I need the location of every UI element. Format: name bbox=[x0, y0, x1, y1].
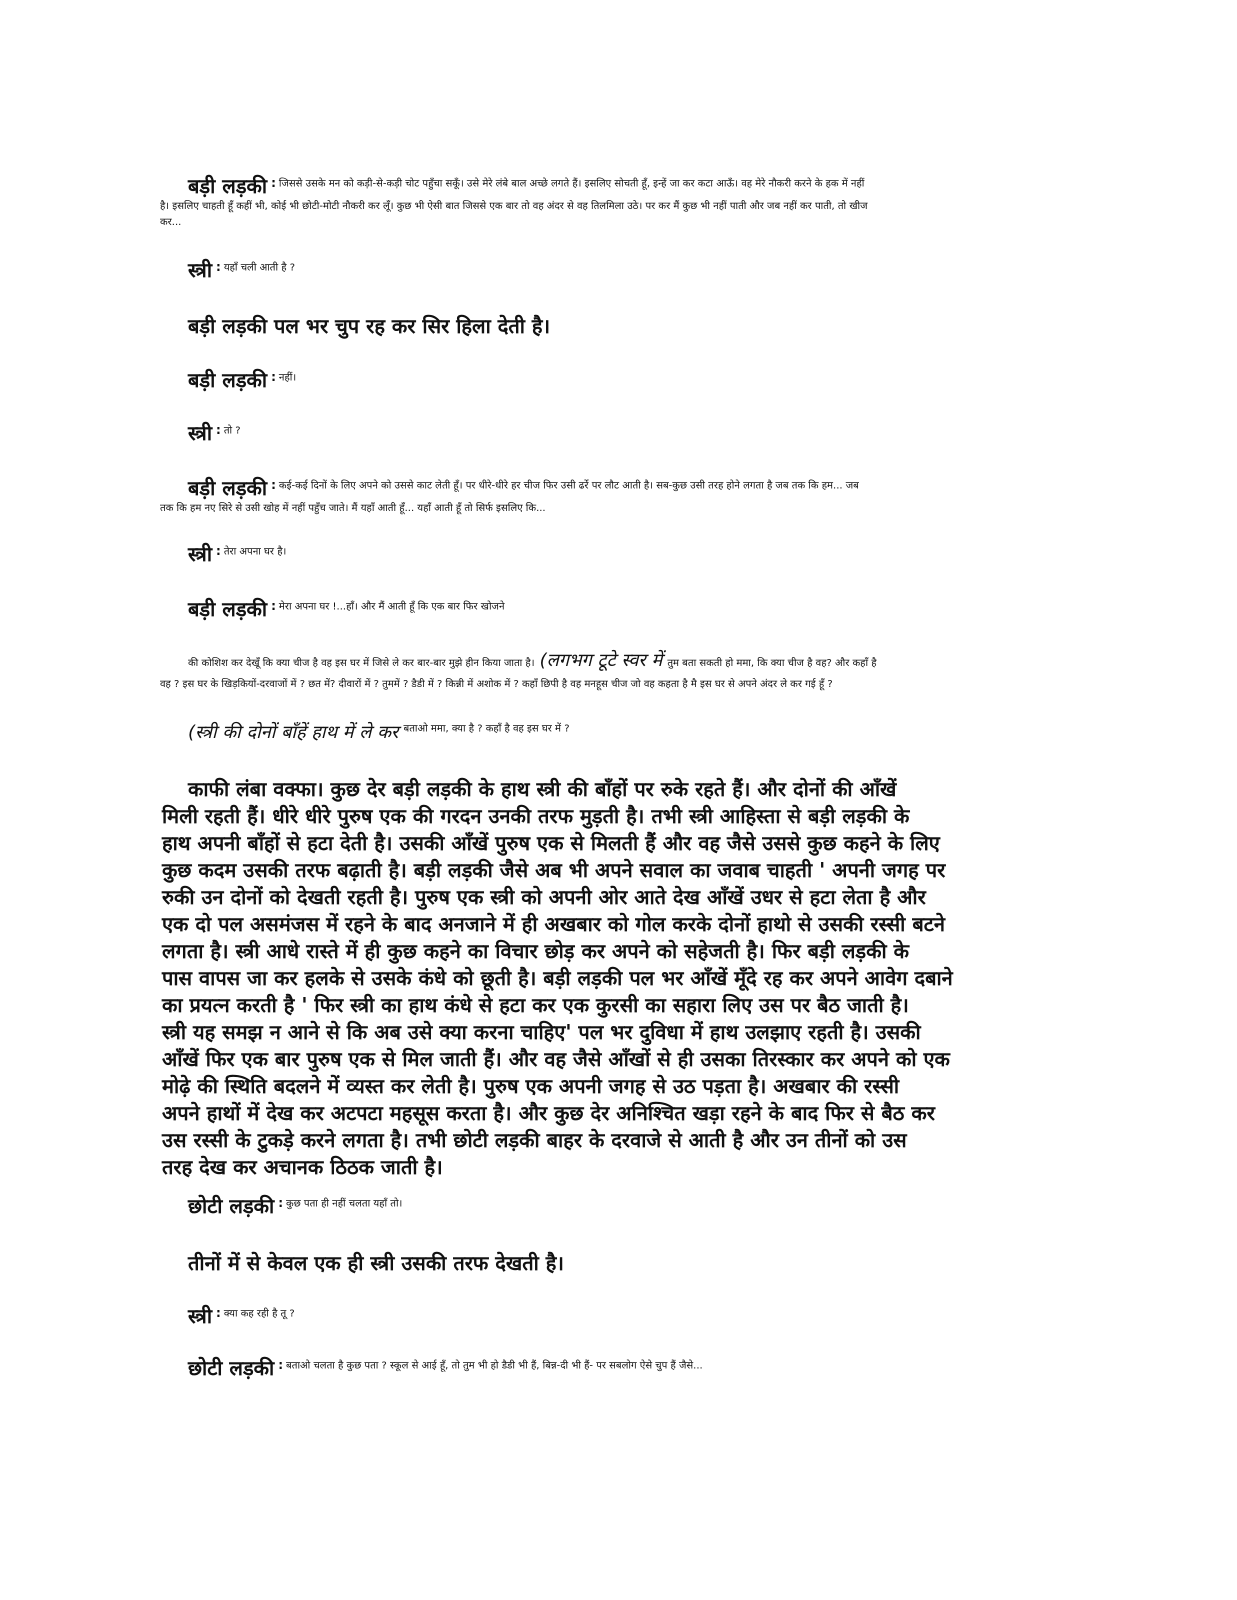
speaker-name: बड़ी लड़की bbox=[188, 174, 268, 198]
dialogue-text: तुम बता सकती हो ममा, कि क्या चीज है वह? और कहाँ है bbox=[667, 658, 877, 669]
dialogue-line bbox=[188, 174, 1218, 198]
stage-aside: (लगभग टूटे स्वर में bbox=[539, 650, 663, 671]
paragraph-line: एक दो पल असमंजस में रहने के बाद अनजाने में ही अखबार को गोल करके दोनों हाथो से उसकी रस्सी बटने bbox=[162, 912, 945, 936]
paragraph-line: स्त्री यह समझ न आने से कि अब उसे क्या करना चाहिए' पल भर दुविधा में हाथ उलझाए रहती है। उसकी bbox=[162, 1020, 921, 1044]
dialogue-continuation: वह ? इस घर के खिड़कियों-दरवाजों में ? छत में? दीवारों में ? तुममें ? डैडी में ? किन्नी में अशोक में ? कहाँ छिपी है वह मनहूस चीज जो वह कहता है मै इस घर से अपने अंदर ले कर गई हूँ ? bbox=[160, 679, 833, 690]
paragraph-line: उस रस्सी के टुकड़े करने लगता है। तभी छोटी लड़की बाहर के दरवाजे से आती है और उन तीनों को उस bbox=[162, 1128, 907, 1152]
dialogue-line bbox=[188, 1304, 1088, 1328]
dialogue-text: बताओ चलता है कुछ पता ? स्कूल से आई हूँ, तो तुम भी हो डैडी भी हैं, बिन्न-दी भी हैं- पर सबलोग ऐसे चुप हैं जैसे... bbox=[286, 1360, 703, 1372]
speaker-name: बड़ी लड़की bbox=[188, 368, 268, 392]
dialogue-text: नहीं। bbox=[278, 372, 297, 384]
dialogue-text: कई-कई दिनों के लिए अपने को उससे काट लेती हूँ। पर धीरे-धीरे हर चीज फिर उसी ढर्रे पर लौट आती है। सब-कुछ उसी तरह होने लगता है जब तक कि हम... जब bbox=[278, 480, 859, 492]
speaker-name: स्त्री bbox=[188, 542, 212, 566]
dialogue-text: तो ? bbox=[223, 425, 241, 437]
colon: : bbox=[216, 543, 221, 558]
stage-direction: तीनों में से केवल एक ही स्त्री उसकी तरफ देखती है। bbox=[188, 1251, 565, 1275]
stage-aside: (स्त्री की दोनों बाँहें हाथ में ले कर bbox=[188, 722, 399, 743]
speaker-name: बड़ी लड़की bbox=[188, 476, 268, 500]
colon: : bbox=[271, 598, 276, 613]
dialogue-continuation: कर... bbox=[160, 217, 182, 228]
paragraph-line: काफी लंबा वक्फा। कुछ देर बड़ी लड़की के हाथ स्त्री की बाँहों पर रुके रहते हैं। और दोनों की आँखें bbox=[188, 777, 897, 801]
dialogue-line bbox=[188, 597, 1088, 621]
dialogue-continuation: है। इसलिए चाहती हूँ कहीं भी, कोई भी छोटी-मोटी नौकरी कर लूँ। कुछ भी ऐसी बात जिससे एक बार तो वह अंदर से वह तिलमिला उठे। पर कर मैं कुछ भी नहीं पाती और जब नहीं कर पाती, तो खीज bbox=[160, 201, 868, 212]
paragraph-line: कुछ कदम उसकी तरफ बढ़ाती है। बड़ी लड़की जैसे अब भी अपने सवाल का जवाब चाहती ' अपनी जगह पर bbox=[162, 858, 946, 882]
dialogue-text: जिससे उसके मन को कड़ी-से-कड़ी चोट पहुँचा सकूँ। उसे मेरे लंबे बाल अच्छे लगते हैं। इसलिए सोचती हूँ, इन्हें जा कर कटा आऊँ। वह मेरे नौकरी करने के हक में नहीं bbox=[278, 178, 865, 190]
colon: : bbox=[271, 369, 276, 384]
stage-direction: बड़ी लड़की पल भर चुप रह कर सिर हिला देती है। bbox=[188, 314, 551, 338]
dialogue-line bbox=[188, 368, 1088, 392]
dialogue-text: मेरा अपना घर !...हाँ। और मैं आती हूँ कि एक बार फिर खोजने bbox=[278, 601, 505, 613]
dialogue-text: तेरा अपना घर है। bbox=[223, 546, 287, 558]
paragraph-line: मिली रहती हैं। धीरे धीरे पुरुष एक की गरदन उनकी तरफ मुड़ती है। तभी स्त्री आहिस्ता से बड़ी लड़की के bbox=[162, 804, 910, 828]
colon: : bbox=[216, 422, 221, 437]
dialogue-line bbox=[188, 1356, 1218, 1380]
dialogue-line bbox=[188, 1194, 1088, 1218]
speaker-name: बड़ी लड़की bbox=[188, 597, 268, 621]
dialogue-text: यहाँ चली आती है ? bbox=[223, 262, 296, 274]
dialogue-text: क्या कह रही है तू ? bbox=[223, 1308, 295, 1320]
colon: : bbox=[278, 1195, 284, 1210]
colon: : bbox=[271, 175, 276, 190]
speaker-name: छोटी लड़की bbox=[188, 1356, 275, 1380]
colon: : bbox=[216, 259, 221, 274]
paragraph-line: पास वापस जा कर हलके से उसके कंधे को छूती है। बड़ी लड़की पल भर आँखें मूँदे रह कर अपने आवेग दबाने bbox=[162, 966, 953, 990]
paragraph-line: रुकी उन दोनों को देखती रहती है। पुरुष एक स्त्री को अपनी ओर आते देख आँखें उधर से हटा लेता है और bbox=[162, 885, 926, 909]
paragraph-line: आँखें फिर एक बार पुरुष एक से मिल जाती हैं। और वह जैसे आँखों से ही उसका तिरस्कार कर अपने को एक bbox=[162, 1047, 950, 1071]
dialogue-text: बताओ ममा, क्या है ? कहाँ है वह इस घर में ? bbox=[403, 723, 570, 735]
colon: : bbox=[278, 1357, 284, 1372]
paragraph-line: तरह देख कर अचानक ठिठक जाती है। bbox=[162, 1155, 443, 1179]
dialogue-continuation-line bbox=[188, 648, 1218, 672]
paragraph-line: अपने हाथों में देख कर अटपटा महसूस करता है। और कुछ देर अनिश्चित खड़ा रहने के बाद फिर से बैठ कर bbox=[162, 1101, 935, 1125]
dialogue-line bbox=[188, 476, 1218, 500]
speaker-name: स्त्री bbox=[188, 421, 212, 445]
dialogue-line bbox=[188, 720, 1088, 744]
paragraph-line: हाथ अपनी बाँहों से हटा देती है। उसकी आँखें पुरुष एक से मिलती हैं और वह जैसे उससे कुछ कहने के लिए bbox=[162, 831, 940, 855]
paragraph-line: मोढ़े की स्थिति बदलने में व्यस्त कर लेती है। पुरुष एक अपनी जगह से उठ पड़ता है। अखबार की रस्सी bbox=[162, 1074, 900, 1098]
dialogue-text: कुछ पता ही नहीं चलता यहाँ तो। bbox=[286, 1198, 403, 1210]
colon: : bbox=[271, 477, 276, 492]
paragraph-line: का प्रयत्न करती है ' फिर स्त्री का हाथ कंधे से हटा कर एक कुरसी का सहारा लिए उस पर बैठ जाती है। bbox=[162, 993, 909, 1017]
speaker-name: स्त्री bbox=[188, 258, 212, 282]
speaker-name: छोटी लड़की bbox=[188, 1194, 275, 1218]
paragraph-line: लगता है। स्त्री आधे रास्ते में ही कुछ कहने का विचार छोड़ कर अपने को सहेजती है। फिर बड़ी लड़की के bbox=[162, 939, 909, 963]
dialogue-line bbox=[188, 542, 1088, 566]
dialogue-text: की कोशिश कर देखूँ कि क्या चीज है वह इस घर में जिसे ले कर बार-बार मुझे हीन किया जाता है। bbox=[188, 658, 535, 669]
dialogue-line bbox=[188, 421, 1088, 445]
dialogue-line bbox=[188, 258, 1088, 282]
dialogue-continuation: तक कि हम नए सिरे से उसी खोह में नहीं पहुँच जाते। मैं यहाँ आती हूँ... यहाँ आती हूँ तो सिर्फ इसलिए कि... bbox=[160, 503, 546, 514]
speaker-name: स्त्री bbox=[188, 1304, 212, 1328]
stage-paragraph bbox=[162, 776, 1222, 1181]
colon: : bbox=[216, 1305, 221, 1320]
